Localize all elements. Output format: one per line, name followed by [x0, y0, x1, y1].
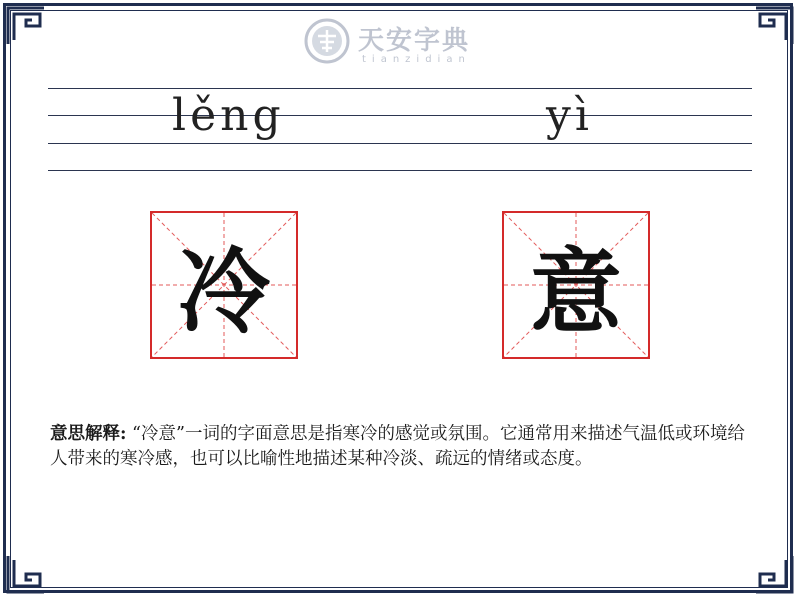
meaning-text: “冷意”一词的字面意思是指寒冷的感觉或氛围。它通常用来描述气温低或环境给人带来的寒冷感，也可以比喻性地描述某种冷淡、疏远的情绪或态度。	[50, 424, 745, 469]
ruled-line	[48, 143, 752, 144]
corner-ornament-icon	[754, 6, 794, 46]
watermark-subtitle: tianzidian	[362, 54, 471, 65]
corner-ornament-icon	[754, 554, 794, 594]
meaning-label: 意思解释:	[50, 424, 127, 444]
corner-ornament-icon	[6, 6, 46, 46]
meaning-paragraph	[50, 422, 750, 472]
pinyin-second: yì	[546, 90, 593, 141]
ruled-line	[48, 115, 752, 116]
watermark-title: 天安字典	[358, 26, 471, 56]
character-glyph: 意	[529, 238, 622, 346]
watermark	[300, 14, 500, 70]
character-glyph: 冷	[177, 238, 270, 346]
character-grid-box	[150, 211, 298, 359]
pinyin-ruled-lines	[48, 86, 752, 174]
character-grid-box	[502, 211, 650, 359]
ruled-line	[48, 88, 752, 89]
corner-ornament-icon	[6, 554, 46, 594]
pinyin-first: lěng	[172, 90, 285, 141]
ruled-line	[48, 170, 752, 171]
seal-logo-icon	[304, 18, 350, 64]
